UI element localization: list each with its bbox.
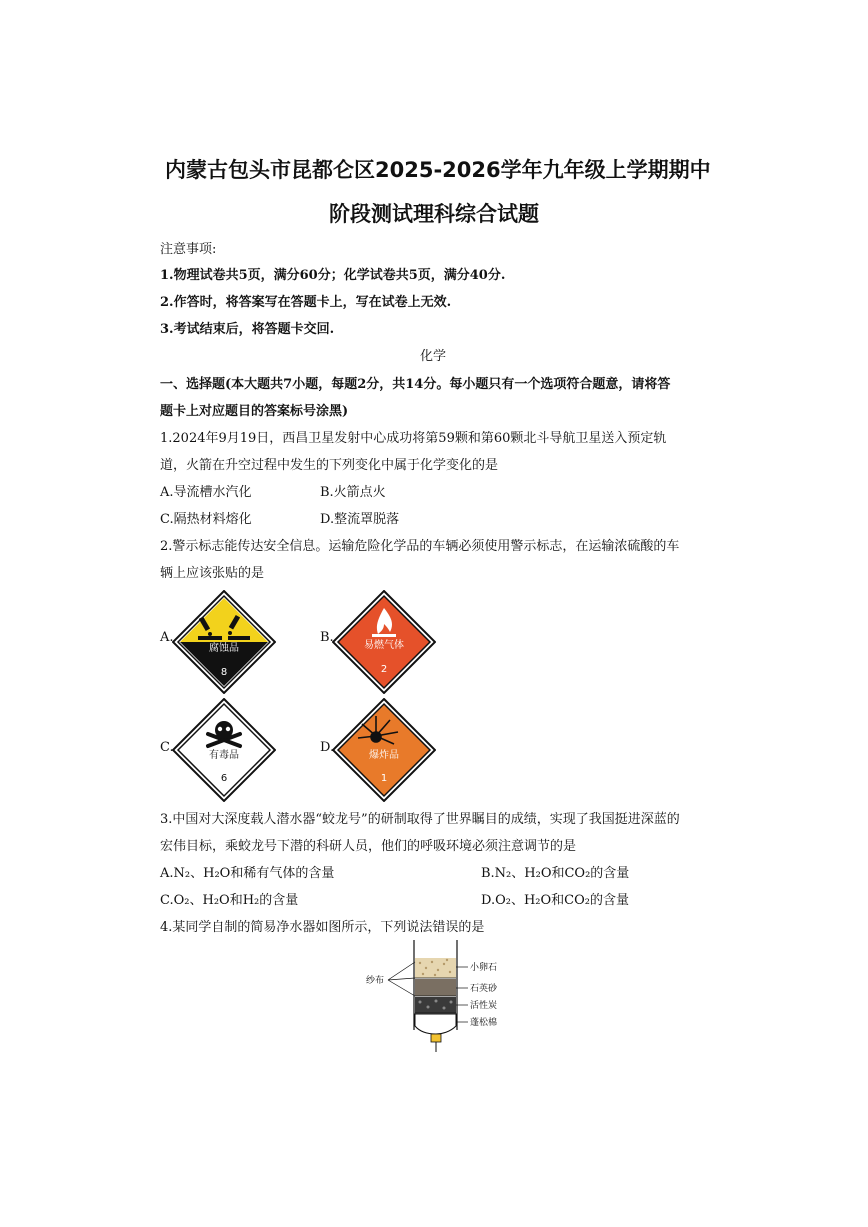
- q1-option-d: D.整流罩脱落: [320, 512, 400, 527]
- q4-line1: 4.某同学自制的简易净水器如图所示，下列说法错误的是: [160, 920, 485, 935]
- water-purifier-diagram: [360, 940, 510, 1055]
- notice-heading: 注意事项:: [160, 242, 217, 257]
- section1-line2: 题卡上对应题目的答案标号涂黑): [160, 404, 349, 419]
- page-title-line1: 内蒙古包头市昆都仑区2025-2026学年九年级上学期期中: [165, 158, 711, 182]
- flammable-gas-sign-number: 2: [380, 664, 388, 675]
- toxic-sign: [172, 698, 276, 802]
- q2-option-b-label: B.: [320, 630, 334, 645]
- notice-item-2: 2.作答时，将答案写在答题卡上，写在试卷上无效.: [160, 295, 452, 310]
- corrosive-sign-number: 8: [220, 667, 228, 678]
- pebbles-label: 小卵石: [470, 963, 498, 973]
- q3-option-b: B.N₂、H₂O和CO₂的含量: [481, 866, 630, 881]
- q3-line2: 宏伟目标，乘蛟龙号下潜的科研人员，他们的呼吸环境必须注意调节的是: [160, 839, 577, 854]
- activated-carbon-label: 活性炭: [470, 1001, 498, 1011]
- flammable-gas-sign-text: 易燃气体: [364, 640, 404, 651]
- flammable-gas-sign: [332, 590, 436, 694]
- corrosive-sign-text: 腐蚀品: [209, 643, 239, 654]
- q2-option-d-label: D.: [320, 740, 335, 755]
- explosive-sign-text: 爆炸品: [369, 750, 399, 761]
- q1-line1: 1.2024年9月19日，西昌卫星发射中心成功将第59颗和第60颗北斗导航卫星送入预定轨: [160, 431, 667, 446]
- q1-option-c: C.隔热材料熔化: [160, 512, 252, 527]
- toxic-sign-text: 有毒品: [209, 750, 239, 761]
- notice-item-3: 3.考试结束后，将答题卡交回.: [160, 322, 335, 337]
- cotton-label: 蓬松棉: [470, 1018, 498, 1028]
- q3-option-a: A.N₂、H₂O和稀有气体的含量: [160, 866, 335, 881]
- q3-option-c: C.O₂、H₂O和H₂的含量: [160, 893, 299, 908]
- notice-item-1: 1.物理试卷共5页，满分60分；化学试卷共5页，满分40分.: [160, 268, 506, 283]
- q1-line2: 道，火箭在升空过程中发生的下列变化中属于化学变化的是: [160, 458, 499, 473]
- explosive-sign-number: 1: [380, 773, 388, 784]
- q3-option-d: D.O₂、H₂O和CO₂的含量: [481, 893, 629, 908]
- gauze-label: 纱布: [366, 976, 385, 986]
- q2-line2: 辆上应该张贴的是: [160, 566, 265, 581]
- subject-heading: 化学: [420, 349, 447, 364]
- explosive-sign: [332, 698, 436, 802]
- page-title-line2: 阶段测试理科综合试题: [329, 202, 539, 226]
- q2-option-c-label: C.: [160, 740, 174, 755]
- q1-option-b: B.火箭点火: [320, 485, 386, 500]
- q1-option-a: A.导流槽水汽化: [160, 485, 252, 500]
- toxic-sign-number: 6: [220, 773, 228, 784]
- quartz-sand-label: 石英砂: [470, 984, 498, 994]
- section1-line1: 一、选择题(本大题共7小题，每题2分，共14分。每小题只有一个选项符合题意，请将答: [160, 377, 671, 392]
- corrosive-sign: [172, 590, 276, 694]
- q2-line1: 2.警示标志能传达安全信息。运输危险化学品的车辆必须使用警示标志，在运输浓硫酸的车: [160, 539, 680, 554]
- q2-option-a-label: A.: [160, 630, 174, 645]
- q3-line1: 3.中国对大深度载人潜水器“蛟龙号”的研制取得了世界瞩目的成绩，实现了我国挺进深蓝的: [160, 812, 680, 827]
